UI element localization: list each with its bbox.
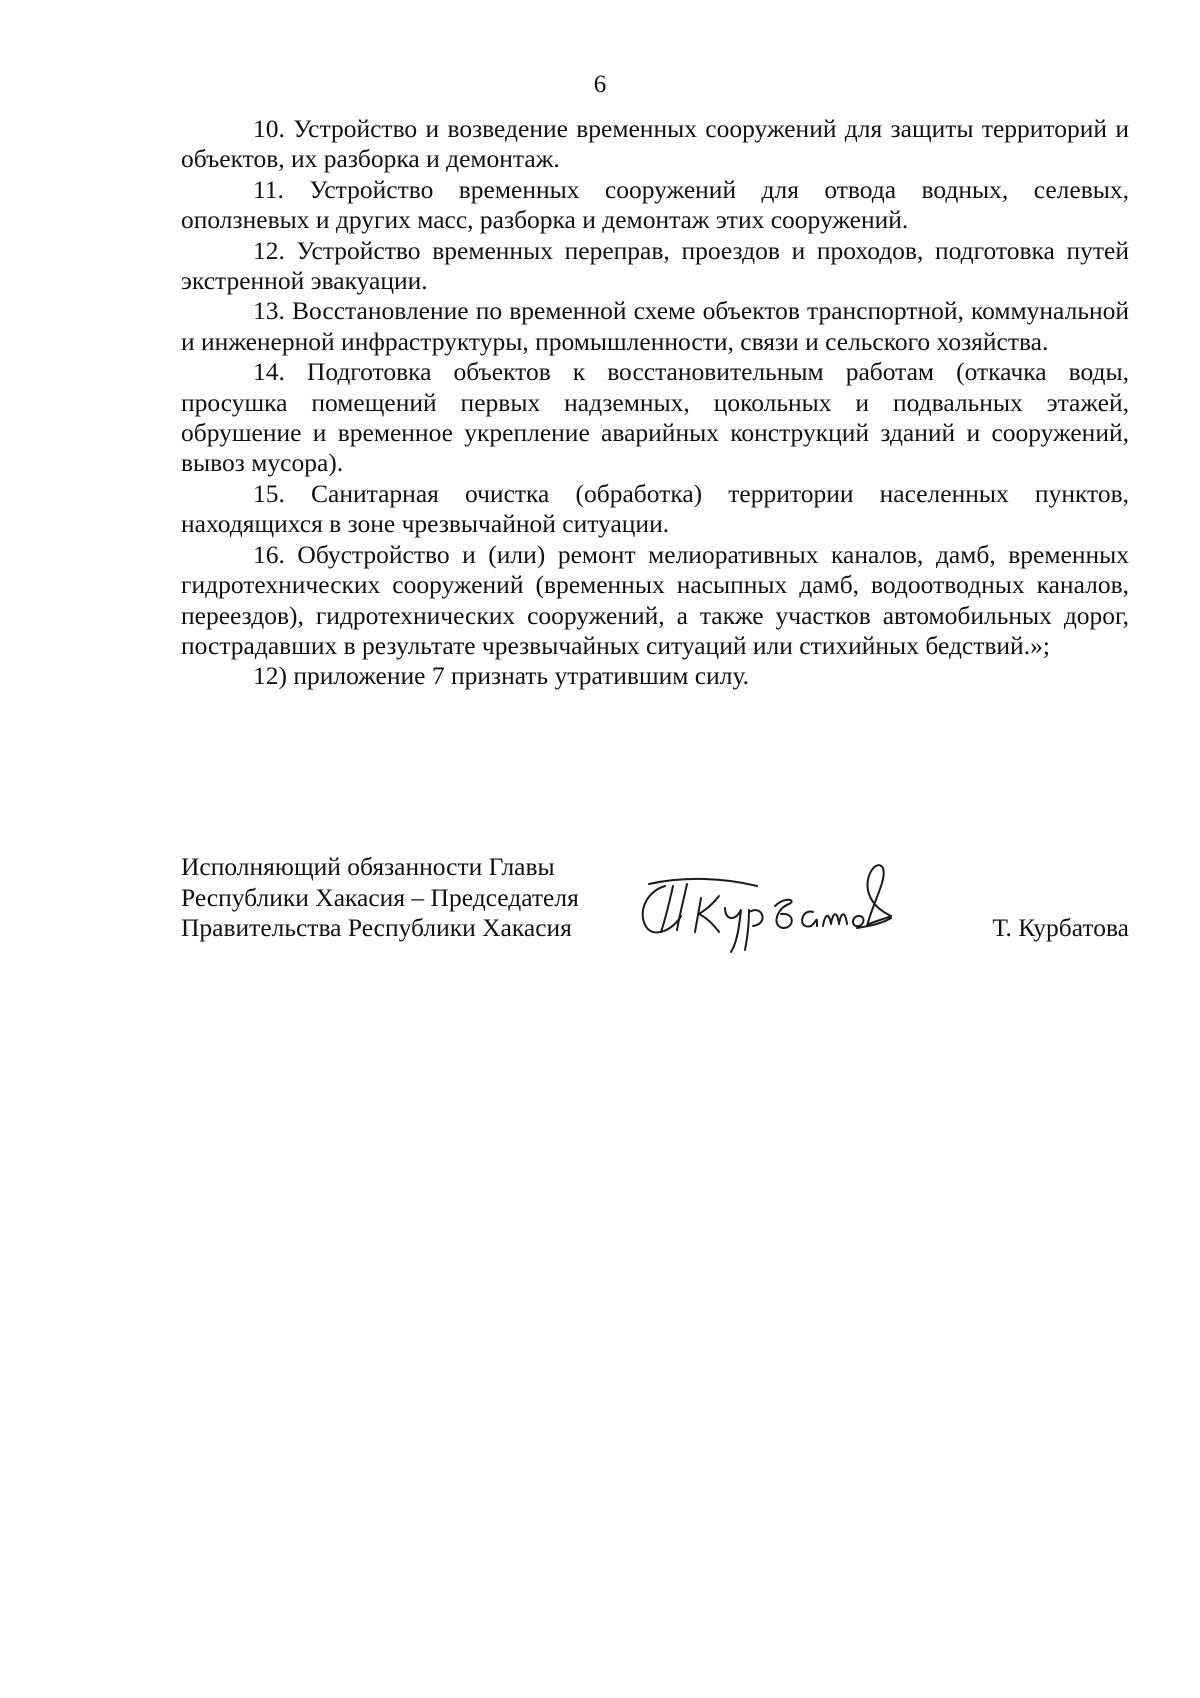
- handwritten-signature: [625, 846, 895, 956]
- page-number: 6: [593, 71, 607, 98]
- signatory-title: [181, 852, 579, 944]
- document-body: [181, 114, 1129, 692]
- paragraph-item-10: 10. Устройство и возведение временных сооружений для защиты территорий и объектов, их разборка и демонтаж.: [181, 114, 1129, 174]
- signatory-title-line: Правительства Республики Хакасия: [181, 913, 572, 942]
- paragraph-item-12: 12. Устройство временных переправ, проездов и проходов, подготовка путей экстренной эвакуации.: [181, 235, 1129, 296]
- paragraph-item-11: 11. Устройство временных сооружений для отвода водных, селевых, оползневых и других масс, разборка и демонтаж этих сооружений.: [181, 174, 1129, 235]
- signatory-title-line: Исполняющий обязанности Главы: [181, 852, 555, 881]
- paragraph-item-14: 14. Подготовка объектов к восстановительным работам (откачка воды, просушка помещений первых надземных, цокольных и подвальных этажей, обрушение и временное укрепление аварийных конструкций зданий и сооружений, вывоз мусора).: [181, 357, 1129, 478]
- paragraph-item-15: 15. Санитарная очистка (обработка) территории населенных пунктов, находящихся в зоне чрезвычайной ситуации.: [181, 478, 1129, 539]
- paragraph-item-16: 16. Обустройство и (или) ремонт мелиоративных каналов, дамб, временных гидротехнических сооружений (временных насыпных дамб, водоотводных каналов, переездов), гидротехнических сооружений, а также участков автомобильных дорог, пострадавших в результате чрезвычайных ситуаций или стихийных бедствий.»;: [181, 539, 1129, 660]
- signatory-title-line: Республики Хакасия – Председателя: [181, 882, 579, 912]
- paragraph-amendment-12: 12) приложение 7 признать утратившим силу.: [253, 661, 750, 691]
- signature-block: [181, 852, 1129, 962]
- paragraph-item-13: 13. Восстановление по временной схеме объектов транспортной, коммунальной и инженерной инфраструктуры, промышленности, связи и сельского хозяйства.: [181, 296, 1129, 356]
- signatory-name: Т. Курбатова: [992, 913, 1129, 942]
